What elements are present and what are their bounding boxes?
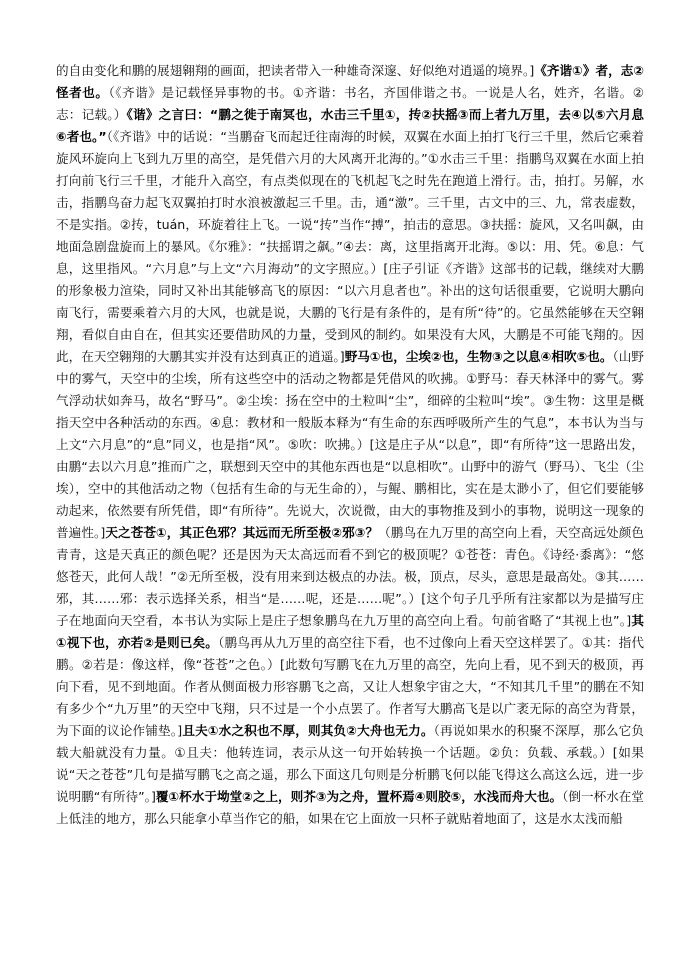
text-segment: 的自由变化和鹏的展翅翱翔的画面，把读者带入一种雄奇深邃、好似绝对逍遥的境界。] <box>56 63 535 78</box>
text-segment: 其①视下也，亦若②是则已矣。 <box>56 613 645 650</box>
body-text <box>56 60 644 830</box>
text-segment: 《谐》之言曰：“鹏之徙于南冥也，水击三千里①，抟②扶摇③而上者九万里，去④以⑤六月息⑥者也。” <box>56 107 645 144</box>
text-segment: （山野中的雾气，天空中的尘埃，所有这些空中的活动之物都是凭借风的吹拂。①野马：春天林泽中的雾气。雾气浮动状如奔马，故名“野马”。②尘埃：扬在空中的土粒叫“尘”，细碎的尘粒叫“埃”。③生物：这里是概指天空中各种活动的东西。④息：教材和一般版本释为“有生命的东西呼吸所产生的气息”，本书认为当与上文“六月息”的“息”同义，也是指“风”。⑤吹：吹拂。）[这是庄子从“以息”，即“有所待”这一思路出发，由鹏“去以六月息”推而广之，联想到天空中的其他东西也是“以息相吹”。山野中的游气（野马）、飞尘（尘埃），空中的其他活动之物（包括有生命的与无生命的），与鲲、鹏相比，实在是太渺小了，但它们要能够动起来，依然要有所凭借，即“有所待”。先说大，次说微，由大的事物推及到小的事物，说明这一现象的普遍性。] <box>56 349 644 540</box>
text-segment: （鹏鸟在九万里的高空向上看，天空高远处颜色青青，这是天真正的颜色呢？还是因为天太高远而看不到它的极顶呢？①苍苍：青色。《诗经·黍离》：“悠悠苍天，此何人哉！”②无所至极，没有用来到达极点的办法。极，顶点，尽头，意思是最高处。③其……邪，其……邪：表示选择关系，相当“是……呢，还是……呢”。）[这个句子几乎所有注家都以为是描写庄子在地面向天空看，本书认为实际上是庄子想象鹏鸟在九万里的高空向上看。句前省略了“其视上也”。] <box>56 525 644 628</box>
text-segment: （再说如果水的积聚不深厚，那么它负载大船就没有力量。①且夫：他转连词，表示从这一句开始转换一个话题。②负：负载、承载。）[如果说“天之苍苍”几句是描写鹏飞之高之遥，那么下面这几句则是分析鹏飞何以能飞得这么高这么远，进一步说明鹏“有所待”。] <box>56 723 644 804</box>
text-segment: 且夫①水之积也不厚，则其负②大舟也无力。 <box>182 723 434 738</box>
text-segment: 覆①杯水于坳堂②之上，则芥③为之舟，置杯焉④则胶⑤，水浅而舟大也。 <box>155 789 563 804</box>
text-segment: （倒一杯水在堂上低洼的地方，那么只能拿小草当作它的船，如果在它上面放一只杯子就贴着地面了，这是水太浅而船 <box>56 789 644 826</box>
text-segment: 天之苍苍①，其正色邪？其远而无所至极②邪③？ <box>105 525 379 540</box>
text-segment: 野马①也，尘埃②也，生物③之以息④相吹⑤也。 <box>344 349 613 364</box>
text-segment: 《齐谐①》者，志②怪者也。 <box>56 63 644 100</box>
text-segment: （《齐谐》中的话说：“当鹏奋飞而起迁往南海的时候，双翼在水面上拍打飞行三千里，然后它乘着旋风环旋向上飞到九万里的高空，是凭借六月的大风离开北海的。”①水击三千里：指鹏鸟双翼在水面上拍打向前飞行三千里，才能升入高空，有点类似现在的飞机起飞之时先在跑道上滑行。击，拍打。另解，水击，指鹏鸟奋力起飞双翼拍打时水浪被激起三千里。击，通“激”。三千里，古文中的三、九，常表虚数，不是实指。②抟，tuán，环旋着往上飞。一说“抟”当作“搏”，拍击的意思。③扶摇：旋风，又名叫飙，由地面急剧盘旋而上的暴风。《尔雅》：“扶摇谓之飙。”④去：离，这里指离开北海。⑤以：用、凭。⑥息：气息，这里指风。“六月息”与上文“六月海动”的文字照应。）[庄子引证《齐谐》这部书的记载，继续对大鹏的形象极力渲染，同时又补出其能够高飞的原因：“以六月息者也”。补出的这句话很重要，它说明大鹏向南飞行，需要乘着六月的大风，也就是说，大鹏的飞行是有条件的，是有所“待”的。它虽然能够在天空翱翔，看似自由自在，但其实还要借助风的力量，受到风的制约。如果没有大风，大鹏是不可能飞翔的。因此，在天空翱翔的大鹏其实并没有达到真正的逍遥。] <box>56 129 644 364</box>
text-segment: （鹏鸟再从九万里的高空往下看，也不过像向上看天空这样罢了。①其：指代鹏。②若是：像这样，像“苍苍”之色。）[此数句写鹏飞在九万里的高空，先向上看，见不到天的极顶，再向下看，见不到地面。作者从侧面极力形容鹏飞之高，又让人想象宇宙之大，“不知其几千里”的鹏在不知有多少个“九万里”的天空中飞翔，只不过是一个小点罢了。作者写大鹏高飞是以广袤无际的高空为背景，为下面的议论作铺垫。] <box>56 635 644 738</box>
text-segment: （《齐谐》是记载怪异事物的书。①齐谐：书名，齐国俳谐之书。一说是人名，姓齐，名谐。②志：记载。） <box>56 85 644 122</box>
